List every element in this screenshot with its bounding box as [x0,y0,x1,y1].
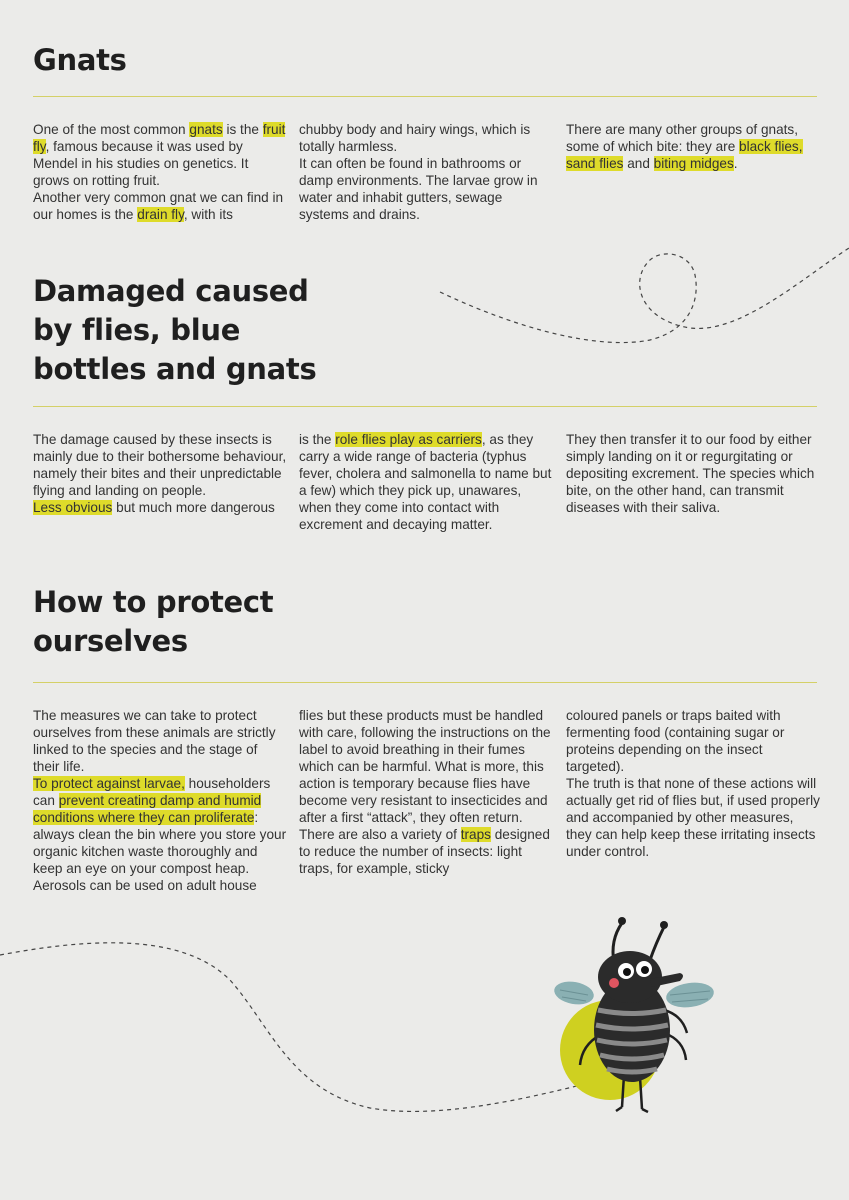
text-run: flies but these products must be handled with care, following the instructions on the label to avoid breathing in their fumes which can be harmful. What is more, this action is temporary because flies have become very resistant to insecticides and after a first “attack”, they often return. [299,708,551,825]
text-run: coloured panels or traps baited with fermenting food (containing sugar or proteins depending on the insect targeted). [566,708,785,774]
protect-column-3 [566,707,820,860]
protect-column-2 [299,707,553,877]
highlighted-text: prevent creating damp and humid conditions where they can proliferate [33,793,262,825]
section-title-damage: Damaged caused by flies, blue bottles and gnats [33,274,317,386]
paragraph [33,121,287,189]
highlighted-text: Less obvious [33,500,113,515]
cheek [609,978,619,988]
paragraph [33,431,287,499]
text-run: but much more dangerous [112,500,275,515]
paragraph [566,121,820,172]
section-divider [33,96,817,97]
section-divider [33,406,817,407]
highlighted-text: black flies, sand flies [566,139,803,171]
fly-illustration [552,915,732,1115]
text-run: The truth is that none of these actions will actually get rid of flies but, if used properly and accompanied by other measures, they can help keep these irritating insects under control. [566,776,820,859]
paragraph [299,431,553,533]
highlighted-text: gnats [189,122,223,137]
text-run: Another very common gnat we can find in our homes is the [33,190,284,222]
highlighted-text: drain fly [137,207,184,222]
section-title-protect: How to protect ourselves [33,585,274,658]
paragraph [566,775,820,860]
text-run: It can often be found in bathrooms or damp environments. The larvae grow in water and inhabit gutters, sewage systems and drains. [299,156,538,222]
paragraph [33,499,287,516]
text-run: householders can [33,776,271,808]
text-run: is the [222,122,263,137]
highlighted-text: biting midges [653,156,734,171]
damage-column-1 [33,431,287,516]
highlighted-text: To protect against larvae, [33,776,185,791]
paragraph [566,707,820,775]
text-run: and [623,156,654,171]
text-run: The damage caused by these insects is mainly due to their bothersome behaviour, namely their bites and their unpredictable flying and landing on people. [33,432,287,498]
text-run: , with its [183,207,233,222]
text-run: designed to reduce the number of insects: light traps, for example, sticky [299,827,550,876]
text-run: They then transfer it to our food by either simply landing on it or regurgitating or depositing excrement. The species which bite, on the other hand, can transmit diseases with their saliva. [566,432,815,515]
paragraph [566,431,820,516]
highlighted-text: role flies play as carriers [335,432,482,447]
text-run: chubby body and hairy wings, which is totally harmless. [299,122,531,154]
section-divider [33,682,817,683]
paragraph [299,121,553,155]
text-run: One of the most common [33,122,190,137]
text-run: : always clean the bin where you store your organic kitchen waste thoroughly and keep an eye on your compost heap. Aerosols can be used on adult house [33,810,287,893]
gnats-column-2 [299,121,553,223]
text-run: , famous because it was used by Mendel in his studies on genetics. It grows on rotting fruit. [33,139,249,188]
paragraph [33,775,287,894]
text-run: , as they carry a wide range of bacteria (typhus fever, cholera and salmonella to name but a few) which they pick up, unawares, when they come into contact with excrement and decaying matter. [299,432,552,532]
text-run: . [733,156,738,171]
text-run: is the [299,432,336,447]
highlighted-text: fruit fly [33,122,286,154]
gnats-column-3 [566,121,820,172]
paragraph [299,707,553,826]
paragraph [33,707,287,775]
text-run: There are also a variety of [299,827,461,842]
highlighted-text: traps [460,827,491,842]
section-title-gnats: Gnats [33,43,127,77]
gnats-column-1 [33,121,287,223]
paragraph [299,826,553,877]
text-run: The measures we can take to protect ourselves from these animals are strictly linked to the species and the stage of their life. [33,708,276,774]
damage-column-3 [566,431,820,516]
paragraph [33,189,287,223]
paragraph [299,155,553,223]
protect-column-1 [33,707,287,894]
damage-column-2 [299,431,553,533]
text-run: There are many other groups of gnats, some of which bite: they are [566,122,798,154]
